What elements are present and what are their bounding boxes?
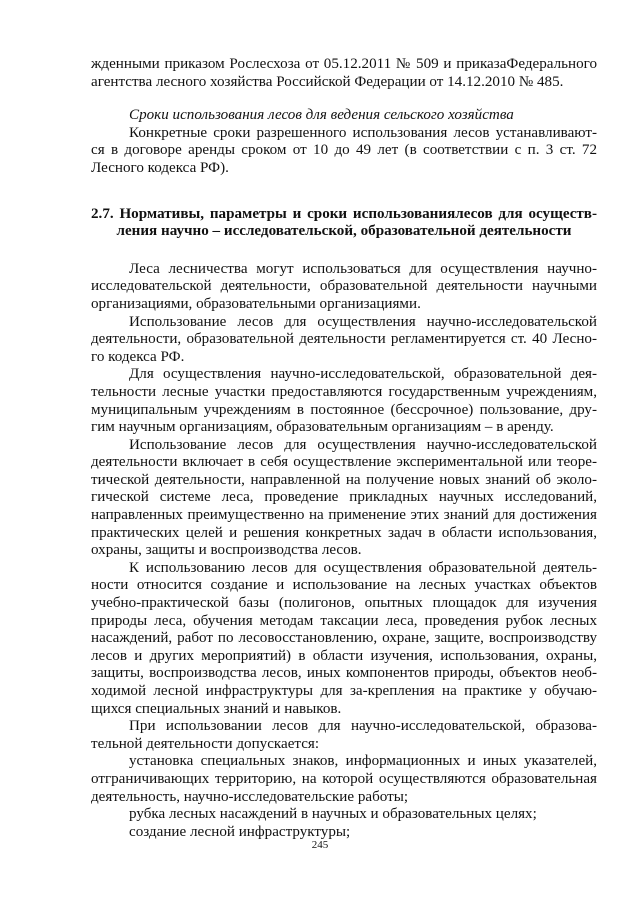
text-line: исследовательской деятельности, образовательной деятельности научными [91, 278, 597, 295]
text-line: деятельности включает в себя осуществление экспериментальной или теоре- [91, 454, 597, 471]
paragraph [91, 560, 597, 718]
text-line: агентства лесного хозяйства Российской Федерации от 14.12.2010 № 485. [91, 73, 564, 90]
text-line: насаждений, работ по лесовосстановлению, охране, защите, воспроизводству [91, 630, 597, 647]
text-line: Для осуществления научно-исследовательской, образовательной дея- [129, 366, 597, 383]
page-number: 245 [311, 839, 329, 851]
text-line: установка специальных знаков, информационных и иных указателей, [129, 753, 597, 770]
paragraph [91, 718, 597, 753]
text-line: Лесного кодекса РФ). [91, 159, 229, 176]
text-line: отграничивающих территорию, на которой осуществляются образовательная [91, 770, 597, 787]
text-line: учебно-практической базы (полигонов, опытных площадок для изучения [91, 595, 597, 612]
text-line: направленных преимущественно на применение этих знаний для достижения [91, 507, 597, 524]
list-item [91, 806, 597, 824]
text-line: ходимой лесной инфраструктуры для за-крепления на практике у обучаю- [91, 683, 597, 699]
text-line: деятельность, научно-исследовательские работы; [91, 788, 409, 805]
text-line: Леса лесничества могут использоваться для осуществления научно- [129, 260, 597, 277]
text-line: ности относится создание и использование на лесных участках объектов [91, 577, 597, 594]
intro-paragraph [91, 56, 597, 91]
text-line: Использование лесов для осуществления научно-исследовательской [129, 436, 597, 453]
text-line: го кодекса РФ. [91, 348, 185, 365]
text-line: лесов и других мероприятий) в области изучения, использования, охраны, [91, 647, 597, 664]
text-line: практических целей и решения конкретных задач в области использования, [91, 524, 597, 541]
text-line: К использованию лесов для осуществления образовательной деятель- [129, 559, 597, 576]
paragraph [91, 261, 597, 314]
agriculture-subtitle: Сроки использования лесов для ведения сельского хозяйства [129, 107, 514, 124]
text-line: ся в договоре аренды сроком от 10 до 49 лет (в соответствии с п. 3 ст. 72 [91, 142, 597, 159]
heading-line: ления научно – исследовательской, образовательной деятельности [116, 223, 572, 240]
text-line: рубка лесных насаждений в научных и образовательных целях; [129, 806, 537, 823]
paragraph [91, 437, 597, 560]
text-line: природы леса, обучения методам таксации леса, проведения рубок лесных [91, 612, 597, 629]
text-line: Использование лесов для осуществления научно-исследовательской [129, 313, 597, 330]
text-line: защиты, воспроизводства лесов, иных компонентов природы, объектов необ- [91, 665, 597, 682]
text-line: гим научным организациям, образовательным организациям – в аренду. [91, 419, 554, 436]
heading-line: 2.7. Нормативы, параметры и сроки использованиялесов для осуществ- [91, 205, 597, 222]
text-line: щихся специальных знаний и навыков. [91, 700, 342, 717]
text-line: тической деятельности, направленной на получение новых знаний об эколо- [91, 471, 597, 488]
text-line: гической системе леса, проведение прикладных научных исследований, [91, 489, 597, 506]
text-line: тельности лесные участки предоставляются государственным учреждениям, [91, 383, 597, 400]
text-line: деятельности, образовательной деятельности регламентируется ст. 40 Лесно- [91, 331, 597, 348]
document-page [91, 56, 597, 841]
text-line: организациями, образовательными организациями. [91, 295, 421, 312]
text-line: тельной деятельности допускается: [91, 735, 320, 752]
agriculture-paragraph [91, 125, 597, 178]
section-heading [91, 206, 597, 241]
text-line: При использовании лесов для научно-исследовательской, образова- [129, 718, 597, 735]
text-line: Конкретные сроки разрешенного использования лесов устанавливают- [129, 124, 597, 141]
text-line: создание лесной инфраструктуры; [129, 823, 351, 840]
text-line: охраны, защиты и воспроизводства лесов. [91, 542, 362, 559]
list-item [91, 753, 597, 806]
paragraph [91, 366, 597, 436]
paragraph [91, 314, 597, 367]
text-line: жденными приказом Рослесхоза от 05.12.2011 № 509 и приказаФедерального [91, 56, 597, 72]
text-line: муниципальным учреждениям в постоянное (бессрочное) пользование, дру- [91, 401, 597, 418]
